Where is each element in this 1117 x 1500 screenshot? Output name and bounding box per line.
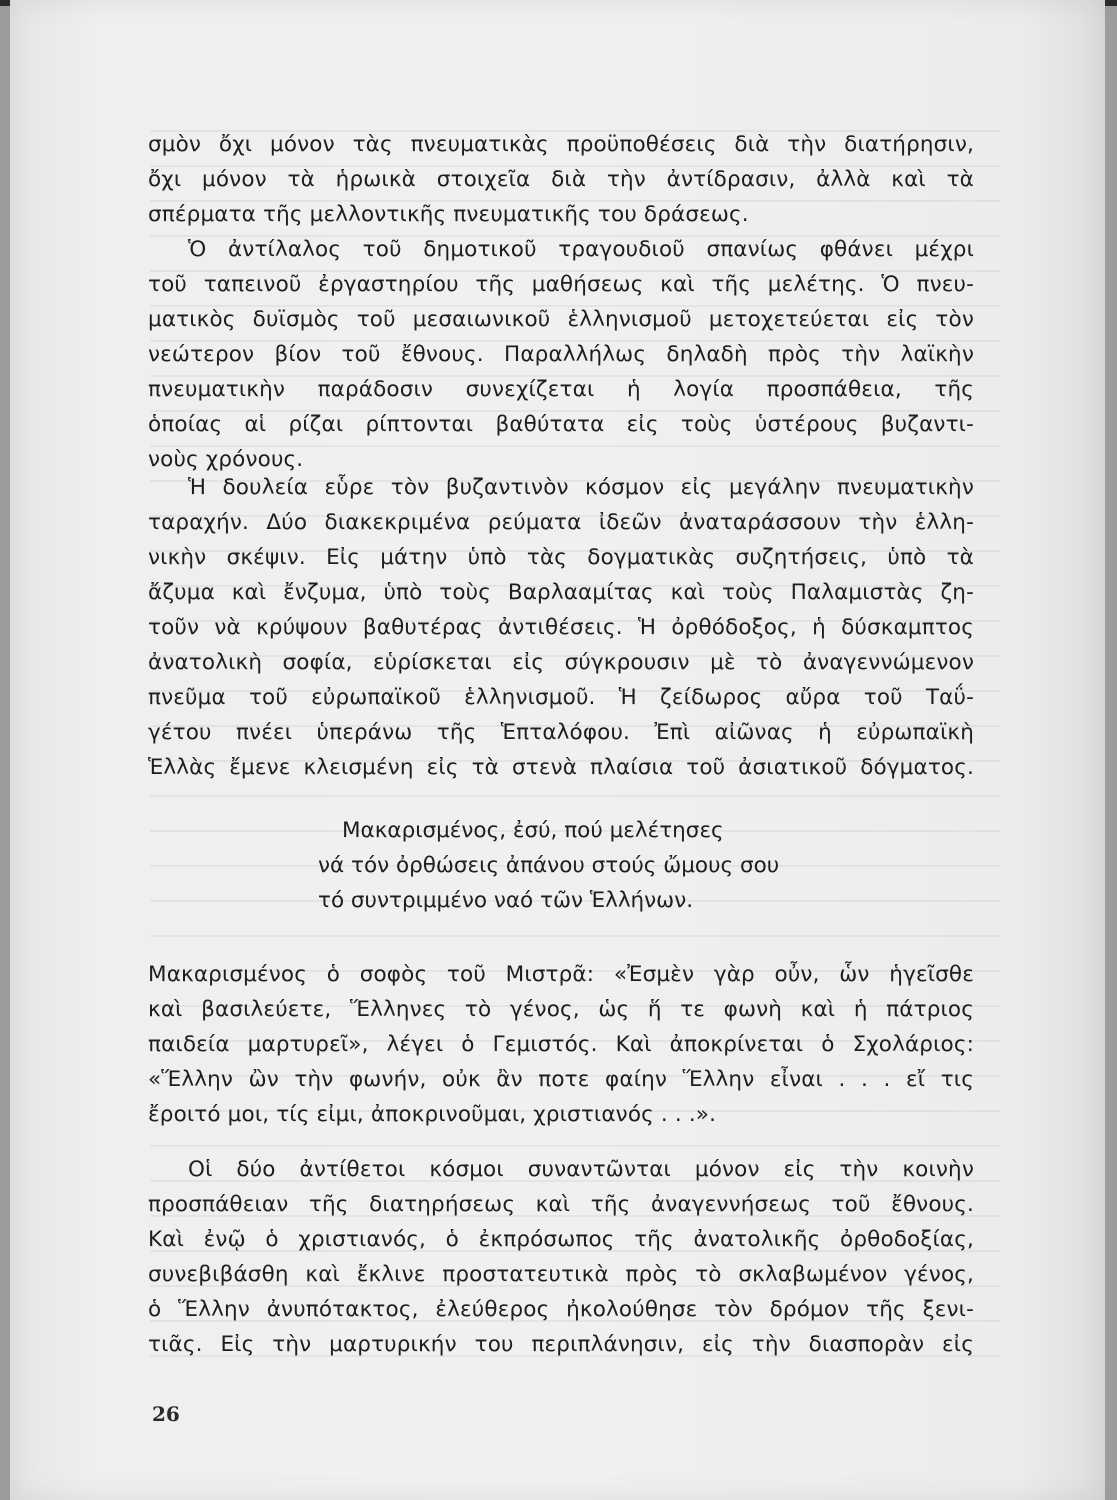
paragraph-2-line: ὁποίας αἱ ρίζαι ρίπτονται βαθύτατα εἰς τοὺς ὑστέρους βυζαντι- [148,412,974,437]
paragraph-3-line: Ἡ δουλεία εὗρε τὸν βυζαντινὸν κόσμον εἰς μεγάλην πνευματικὴν [188,475,974,500]
paragraph-3-line: Ἑλλὰς ἔμενε κλεισμένη εἰς τὰ στενὰ πλαίσια τοῦ ἀσιατικοῦ δόγματος. [148,755,974,780]
paragraph-5-line: προσπάθειαν τῆς διατηρήσεως καὶ τῆς ἀναγεννήσεως τοῦ ἔθνους. [148,1192,974,1217]
paragraph-2-line: ματικὸς δυϊσμὸς τοῦ μεσαιωνικοῦ ἑλληνισμοῦ μετοχετεύεται εἰς τὸν [148,307,974,332]
paragraph-3-line: πνεῦμα τοῦ εὐρωπαϊκοῦ ἑλληνισμοῦ. Ἡ ζείδωρος αὔρα τοῦ Ταΰ- [148,685,974,710]
paragraph-4-line: καὶ βασιλεύετε, Ἕλληνες τὸ γένος, ὡς ἥ τε φωνὴ καὶ ἡ πάτριος [148,997,974,1022]
verse-line: τό συντριμμένο ναό τῶν Ἑλλήνων. [318,888,694,913]
paragraph-3-line: γέτου πνέει ὑπεράνω τῆς Ἑπταλόφου. Ἐπὶ αἰῶνας ἡ εὐρωπαϊκὴ [148,720,974,745]
paragraph-5-line: Καὶ ἐνῷ ὁ χριστιανός, ὁ ἐκπρόσωπος τῆς ἀνατολικῆς ὀρθοδοξίας, [148,1227,974,1252]
paragraph-1-line: σμὸν ὄχι μόνον τὰς πνευματικὰς προϋποθέσεις διὰ τὴν διατήρησιν, [148,132,974,157]
paragraph-2-line: Ὁ ἀντίλαλος τοῦ δημοτικοῦ τραγουδιοῦ σπανίως φθάνει μέχρι [188,237,974,262]
text-column-middle [148,470,974,785]
paragraph-1-line: σπέρματα τῆς μελλοντικῆς πνευματικῆς του δράσεως. [148,202,749,227]
paragraph-3-line: νικὴν σκέψιν. Εἰς μάτην ὑπὸ τὰς δογματικὰς συζητήσεις, ὑπὸ τὰ [148,545,974,570]
paragraph-5-line: Οἱ δύο ἀντίθετοι κόσμοι συναντῶνται μόνον εἰς τὴν κοινὴν [188,1157,974,1182]
paragraph-3-line: ἀνατολικὴ σοφία, εὑρίσκεται εἰς σύγκρουσιν μὲ τὸ ἀναγεννώμενον [148,650,974,675]
paragraph-2-line: νοὺς χρόνους. [148,447,304,472]
paragraph-4-line: «Ἕλλην ὢν τὴν φωνήν, οὐκ ἂν ποτε φαίην Ἕλλην εἶναι . . . εἴ τις [148,1067,974,1092]
page-number: 26 [152,1402,180,1426]
paragraph-4-line: ἔροιτό μοι, τίς εἰμι, ἀποκρινοῦμαι, χριστιανός . . .». [148,1102,717,1127]
verse-line: νά τόν ὀρθώσεις ἀπάνου στούς ὤμους σου [318,853,780,878]
text-column-quote-paragraph [148,957,974,1132]
paragraph-4-line: παιδεία μαρτυρεῖ», λέγει ὁ Γεμιστός. Καὶ ἀποκρίνεται ὁ Σχολάριος: [148,1032,974,1057]
text-column-top [148,127,974,477]
paragraph-3-line: ἄζυμα καὶ ἔνζυμα, ὑπὸ τοὺς Βαρλααμίτας καὶ τοὺς Παλαμιστὰς ζη- [148,580,974,605]
paragraph-3-line: τοῦν νὰ κρύψουν βαθυτέρας ἀντιθέσεις. Ἡ ὀρθόδοξος, ἡ δύσκαμπτος [148,615,974,640]
paragraph-5-line: ὁ Ἕλλην ἀνυπότακτος, ἐλεύθερος ἠκολούθησε τὸν δρόμον τῆς ξενι- [148,1297,974,1322]
paragraph-3-line: ταραχήν. Δύο διακεκριμένα ρεύματα ἰδεῶν ἀναταράσσουν τὴν ἑλλη- [148,510,974,535]
paragraph-5-line: τιᾶς. Εἰς τὴν μαρτυρικήν του περιπλάνησιν, εἰς τὴν διασπορὰν εἰς [148,1332,974,1357]
verse-line: Μακαρισμένος, ἐσύ, πού μελέτησες [342,818,724,843]
paragraph-2-line: τοῦ ταπεινοῦ ἐργαστηρίου τῆς μαθήσεως καὶ τῆς μελέτης. Ὁ πνευ- [148,272,974,297]
paragraph-2-line: πνευματικὴν παράδοσιν συνεχίζεται ἡ λογία προσπάθεια, τῆς [148,377,974,402]
paragraph-2-line: νεώτερον βίον τοῦ ἔθνους. Παραλλήλως δηλαδὴ πρὸς τὴν λαϊκὴν [148,342,974,367]
text-column-bottom [148,1152,974,1362]
paragraph-5-line: συνεβιβάσθη καὶ ἔκλινε προστατευτικὰ πρὸς τὸ σκλαβωμένον γένος, [148,1262,974,1287]
paragraph-4-line: Μακαρισμένος ὁ σοφὸς τοῦ Μιστρᾶ: «Ἐσμὲν γὰρ οὖν, ὧν ἡγεῖσθε [148,962,974,987]
paragraph-1-line: ὄχι μόνον τὰ ἡρωικὰ στοιχεῖα διὰ τὴν ἀντίδρασιν, ἀλλὰ καὶ τὰ [148,167,974,192]
